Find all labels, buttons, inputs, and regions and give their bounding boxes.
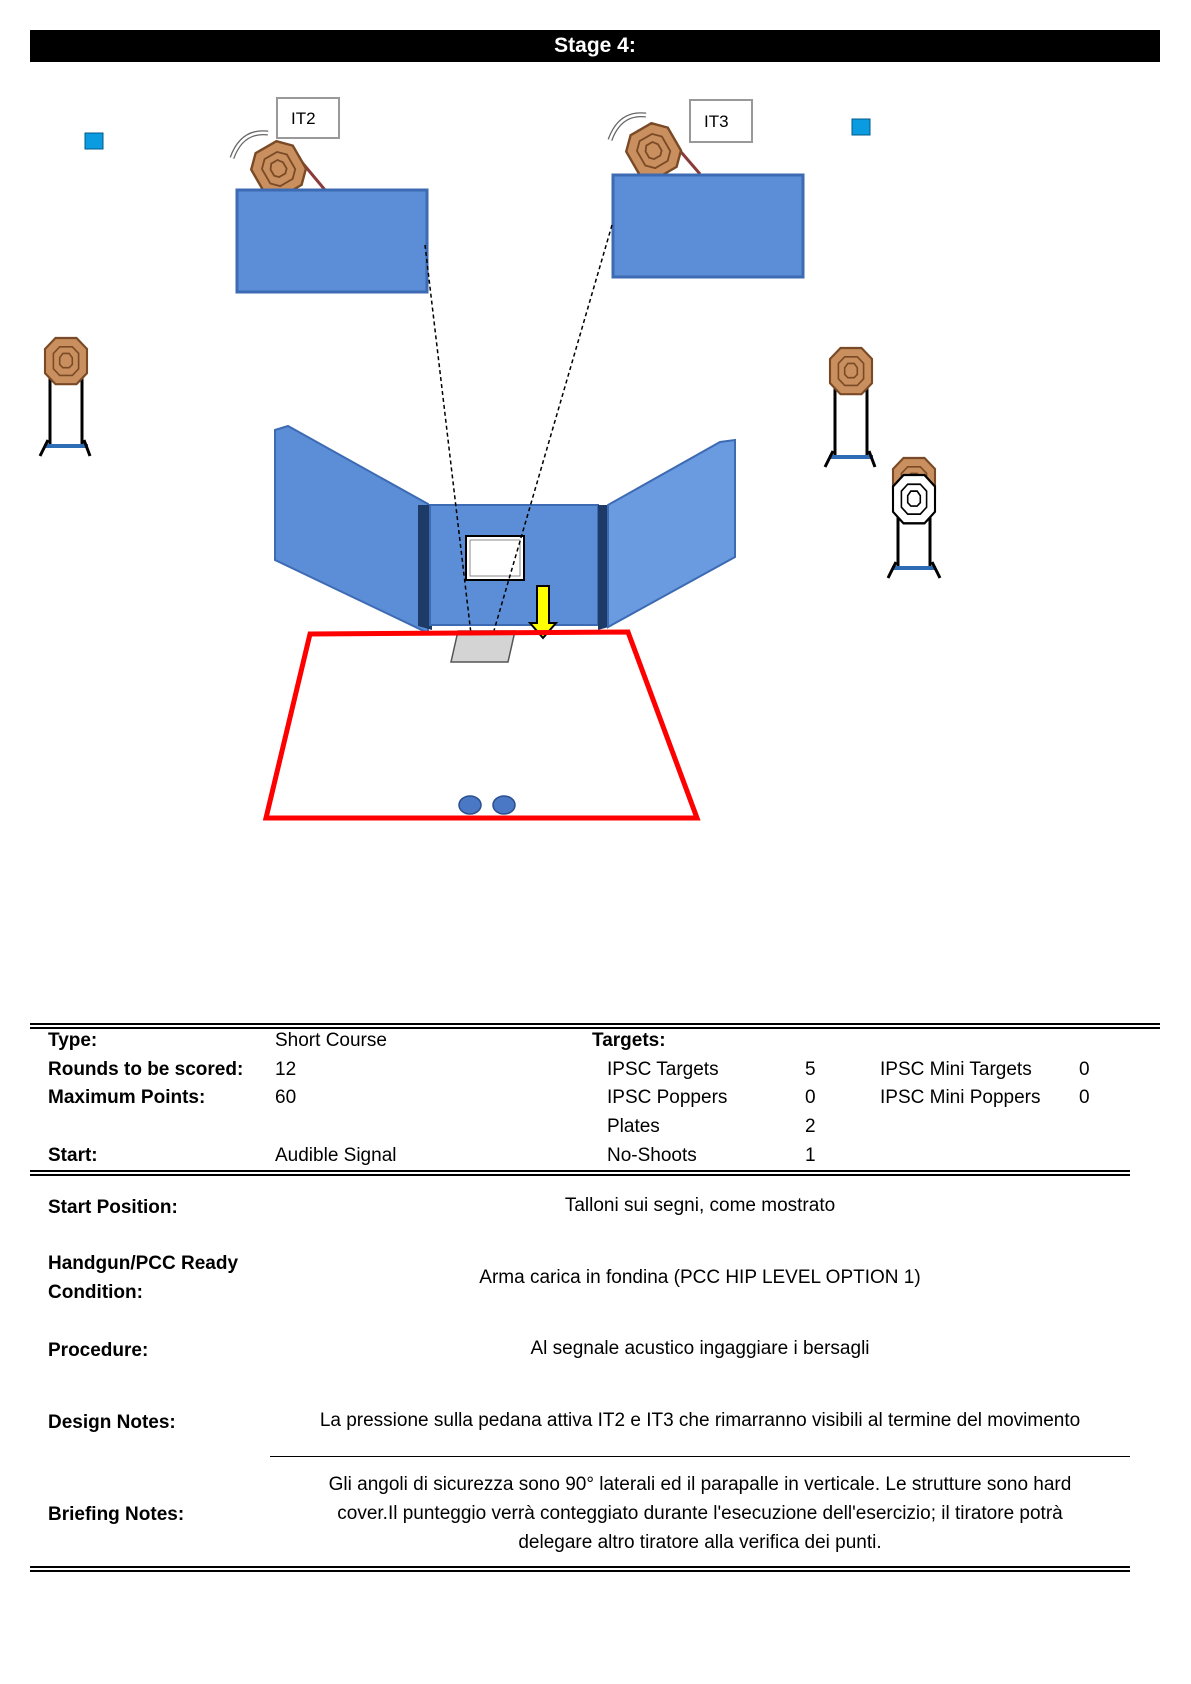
target-type-name: No-Shoots (607, 1145, 697, 1166)
design-notes-label: Design Notes: (48, 1412, 176, 1433)
details-bottom-rule (30, 1566, 1130, 1568)
label-it2: IT2 (291, 109, 316, 128)
max-points-label: Maximum Points: (48, 1087, 206, 1108)
marker-left (85, 133, 103, 149)
type-label: Type: (48, 1030, 98, 1051)
targets-heading: Targets: (592, 1030, 666, 1051)
design-notes-rule (270, 1456, 1130, 1457)
ready-condition-value: Arma carica in fondina (PCC HIP LEVEL OPTION 1) (479, 1267, 921, 1288)
briefing-notes-line: Gli angoli di sicurezza sono 90° laterali ed il parapalle in verticale. Le strutture sono hard (328, 1474, 1072, 1495)
summary-bottom-rule-2 (30, 1174, 1130, 1176)
target-type-count: 0 (805, 1087, 816, 1108)
max-points-value: 60 (275, 1087, 297, 1108)
heel-mark-right (493, 796, 515, 814)
summary-bottom-rule (30, 1170, 1130, 1172)
briefing-notes-label: Briefing Notes: (48, 1504, 185, 1525)
summary-top-rule-2 (30, 1027, 1160, 1029)
rounds-label: Rounds to be scored: (48, 1059, 244, 1080)
activator-pad (451, 631, 515, 662)
target-left-stand (40, 338, 90, 456)
summary-top-rule (30, 1023, 1160, 1025)
wall-it3 (613, 175, 803, 277)
target-type-count: 1 (805, 1145, 816, 1166)
rounds-value: 12 (275, 1059, 297, 1080)
mini-type-name: IPSC Mini Targets (880, 1059, 1032, 1080)
marker-right (852, 119, 870, 135)
stage-title: Stage 4: (30, 30, 1160, 62)
procedure-label: Procedure: (48, 1340, 149, 1361)
briefing-notes-line: cover.Il punteggio verrà conteggiato durante l'esecuzione dell'esercizio; il tiratore potrà (337, 1503, 1063, 1524)
heel-mark-left (459, 796, 481, 814)
target-right-stand (825, 348, 875, 467)
start-position-value: Talloni sui segni, come mostrato (564, 1195, 836, 1216)
procedure-value: Al segnale acustico ingaggiare i bersagli (530, 1338, 870, 1359)
stage-diagram (0, 62, 1191, 942)
target-type-name: IPSC Targets (607, 1059, 719, 1080)
target-type-name: IPSC Poppers (607, 1087, 728, 1108)
briefing-notes-line: delegare altro tiratore alla verifica dei punti. (518, 1532, 882, 1553)
target-with-no-shoot (888, 458, 940, 578)
label-it3: IT3 (704, 112, 729, 131)
target-type-count: 2 (805, 1116, 816, 1137)
design-notes-value: La pressione sulla pedana attiva IT2 e IT3 che rimarranno visibili al termine del movimento (319, 1410, 1081, 1431)
wall-it2 (237, 190, 427, 292)
center-wall (275, 426, 735, 633)
start-position-label: Start Position: (48, 1197, 178, 1218)
type-value: Short Course (275, 1030, 387, 1051)
mini-type-count: 0 (1079, 1059, 1090, 1080)
mini-type-name: IPSC Mini Poppers (880, 1087, 1041, 1108)
ready-condition-label-line1: Handgun/PCC Ready (48, 1253, 239, 1274)
ready-condition-label-line2: Condition: (48, 1282, 143, 1303)
start-label: Start: (48, 1145, 98, 1166)
mini-type-count: 0 (1079, 1087, 1090, 1108)
start-value: Audible Signal (275, 1145, 397, 1166)
details-bottom-rule-2 (30, 1570, 1130, 1572)
target-type-name: Plates (607, 1116, 660, 1137)
target-type-count: 5 (805, 1059, 816, 1080)
